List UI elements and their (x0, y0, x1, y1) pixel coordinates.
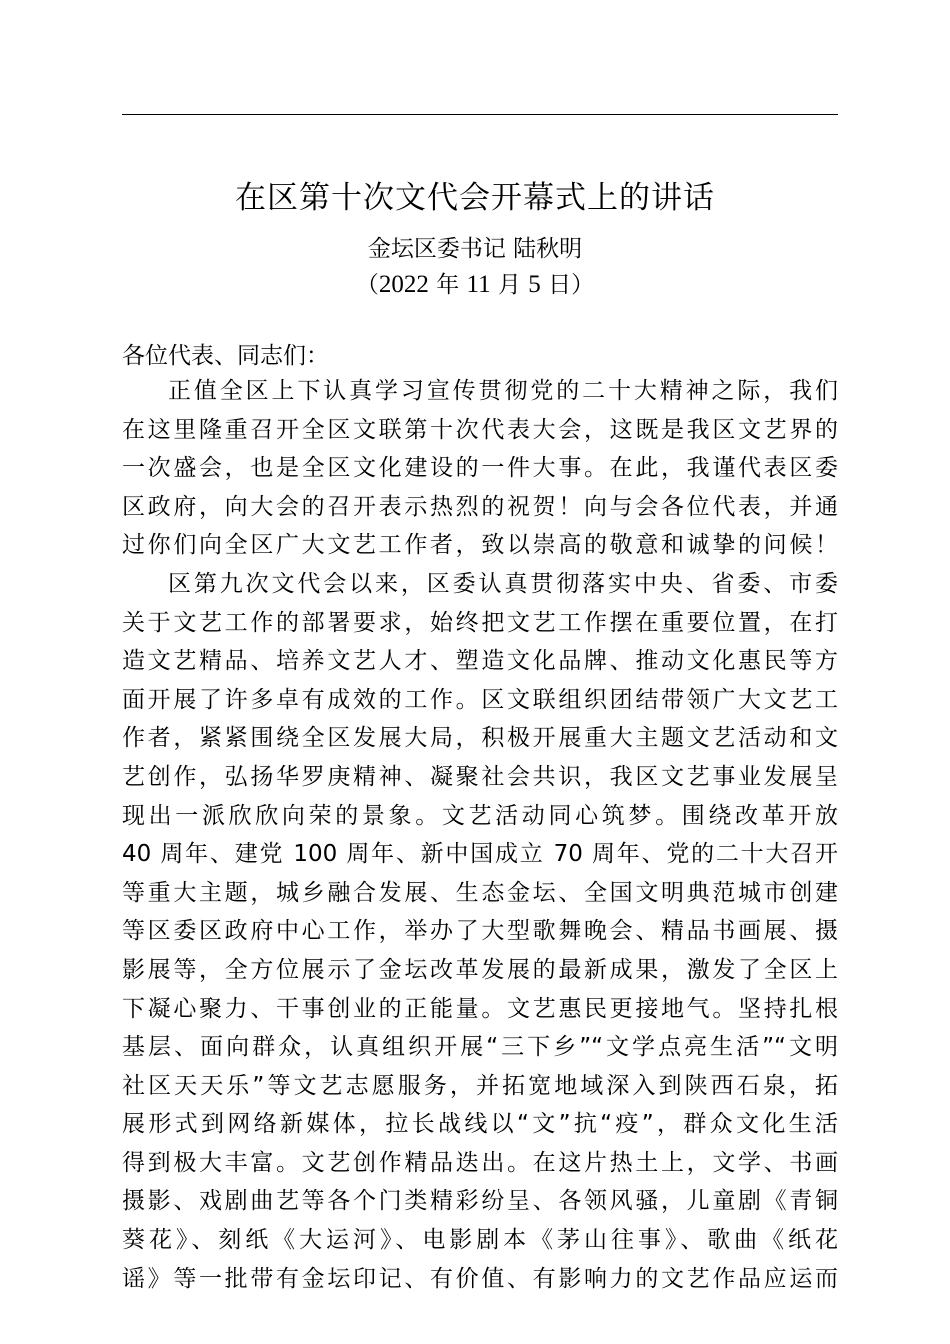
body-line: 展形式到网络新媒体，拉长战线以“文”抗“疫”，群众文化生活 (122, 1111, 838, 1138)
speech-date (0, 267, 950, 303)
body-line: 等重大主题，城乡融合发展、生态金坛、全国文明典范城市创建 (122, 879, 838, 906)
body-line: 现出一派欣欣向荣的景象。文艺活动同心筑梦。围绕改革开放 (122, 802, 838, 829)
speech-body (122, 372, 838, 1298)
body-line: 基层、面向群众，认真组织开展“三下乡”“文学点亮生活”“文明 (122, 1034, 838, 1061)
body-line: 在这里隆重召开全区文联第十次代表大会，这既是我区文艺界的 (122, 416, 838, 443)
salutation: 各位代表、同志们： (122, 343, 329, 369)
body-line: 艺创作，弘扬华罗庚精神、凝聚社会共识，我区文艺事业发展呈 (122, 763, 838, 790)
body-line: 过你们向全区广大文艺工作者，致以崇高的敬意和诚挚的问候！ (122, 532, 838, 559)
date-day: 5 (528, 271, 541, 298)
speech-title: 在区第十次文代会开幕式上的讲话 (235, 180, 715, 216)
date-month: 11 (466, 271, 491, 298)
date-close-paren: ） (571, 272, 595, 298)
body-line: 摄影、戏剧曲艺等各个门类精彩纷呈、各领风骚，儿童剧《青铜 (122, 1188, 838, 1215)
date-open-paren: （ (355, 272, 379, 298)
speech-author: 金坛区委书记 陆秋明 (367, 236, 583, 262)
body-line: 社区天天乐”等文艺志愿服务，并拓宽地域深入到陕西石泉，拓 (122, 1072, 838, 1099)
body-line: 等区委区政府中心工作，举办了大型歌舞晚会、精品书画展、摄 (122, 918, 838, 945)
body-line: 区第九次文代会以来，区委认真贯彻落实中央、省委、市委 (168, 570, 838, 597)
header-rule (122, 114, 838, 115)
date-year: 2022 (378, 271, 429, 298)
date-month-unit: 月 (497, 272, 521, 298)
body-line: 葵花》、刻纸《大运河》、电影剧本《茅山往事》、歌曲《纸花 (122, 1227, 838, 1254)
body-line: 面开展了许多卓有成效的工作。区文联组织团结带领广大文艺工 (122, 686, 838, 713)
body-line: 作者，紧紧围绕全区发展大局，积极开展重大主题文艺活动和文 (122, 725, 838, 752)
body-line: 谣》等一批带有金坛印记、有价值、有影响力的文艺作品应运而 (122, 1265, 838, 1292)
body-line: 造文艺精品、培养文艺人才、塑造文化品牌、推动文化惠民等方 (122, 648, 838, 675)
body-line: 影展等，全方位展示了金坛改革发展的最新成果，激发了全区上 (122, 956, 838, 983)
body-line: 得到极大丰富。文艺创作精品迭出。在这片热土上，文学、书画 (122, 1149, 838, 1176)
body-line: 区政府，向大会的召开表示热烈的祝贺！向与会各位代表，并通 (122, 493, 838, 520)
body-line: 关于文艺工作的部署要求，始终把文艺工作摆在重要位置，在打 (122, 609, 838, 636)
body-line: 下凝心聚力、干事创业的正能量。文艺惠民更接地气。坚持扎根 (122, 995, 838, 1022)
date-year-unit: 年 (436, 272, 460, 298)
date-day-unit: 日 (548, 272, 572, 298)
body-line: 40 周年、建党 100 周年、新中国成立 70 周年、党的二十大召开 (122, 841, 838, 868)
body-line: 正值全区上下认真学习宣传贯彻党的二十大精神之际，我们 (168, 378, 838, 404)
body-line: 一次盛会，也是全区文化建设的一件大事。在此，我谨代表区委 (122, 455, 838, 482)
